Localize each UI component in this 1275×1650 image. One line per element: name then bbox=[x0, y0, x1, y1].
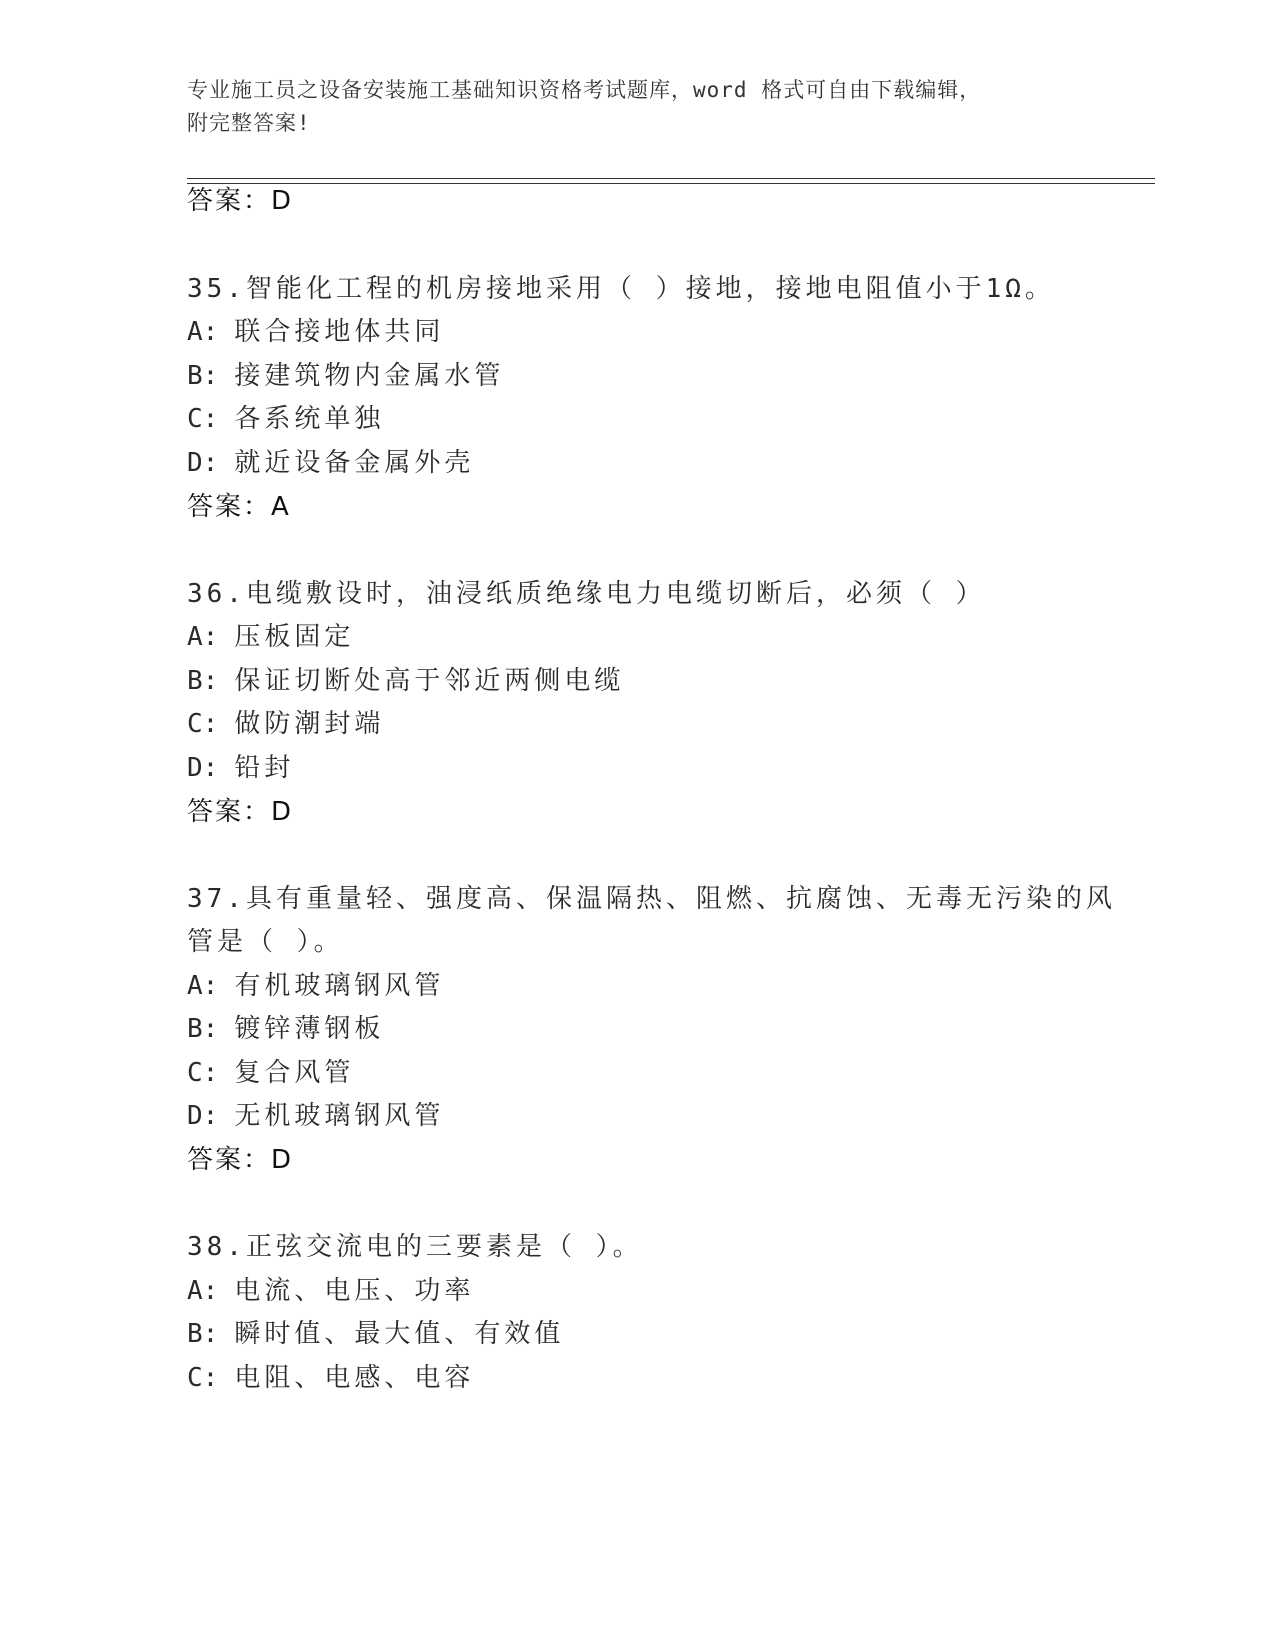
option-key: A: bbox=[187, 971, 219, 1001]
option-key: A: bbox=[187, 1276, 219, 1306]
option-key: B: bbox=[187, 1014, 219, 1044]
option-key: D: bbox=[187, 753, 219, 783]
option-text: 就近设备金属外壳 bbox=[234, 448, 475, 478]
option-key: C: bbox=[187, 1363, 219, 1393]
option-key: A: bbox=[187, 622, 219, 652]
header-line-1: 专业施工员之设备安装施工基础知识资格考试题库，word 格式可自由下载编辑， bbox=[187, 78, 982, 102]
question-38-option-b bbox=[187, 1317, 564, 1351]
question-36-option-c bbox=[187, 707, 384, 741]
option-text: 复合风管 bbox=[234, 1058, 355, 1088]
question-36-answer: 答案：D bbox=[187, 797, 294, 827]
question-35-option-d bbox=[187, 446, 474, 480]
question-35-answer: 答案：A bbox=[187, 492, 291, 522]
option-text: 接建筑物内金属水管 bbox=[234, 361, 505, 391]
option-text: 联合接地体共同 bbox=[234, 317, 445, 347]
option-text: 瞬时值、最大值、有效值 bbox=[234, 1319, 565, 1349]
option-text: 无机玻璃钢风管 bbox=[234, 1101, 445, 1131]
question-38-stem: 38.正弦交流电的三要素是（ ）。 bbox=[187, 1232, 643, 1262]
option-key: B: bbox=[187, 666, 219, 696]
option-key: A: bbox=[187, 317, 219, 347]
question-35-option-a bbox=[187, 315, 444, 349]
option-text: 电流、电压、功率 bbox=[234, 1276, 475, 1306]
option-text: 各系统单独 bbox=[234, 404, 385, 434]
option-text: 保证切断处高于邻近两侧电缆 bbox=[234, 666, 625, 696]
option-key: C: bbox=[187, 1058, 219, 1088]
answer-prev: 答案：D bbox=[187, 186, 294, 216]
question-38-option-c bbox=[187, 1361, 474, 1395]
option-key: B: bbox=[187, 1319, 219, 1349]
question-35-option-b bbox=[187, 359, 504, 393]
question-37-stem-line-1: 37.具有重量轻、强度高、保温隔热、阻燃、抗腐蚀、无毒无污染的风 bbox=[187, 884, 1116, 914]
document-header bbox=[187, 74, 1087, 140]
question-36-option-b bbox=[187, 664, 624, 698]
option-text: 有机玻璃钢风管 bbox=[234, 971, 445, 1001]
option-key: C: bbox=[187, 709, 219, 739]
question-36-option-d bbox=[187, 751, 294, 785]
option-key: D: bbox=[187, 1101, 219, 1131]
header-line-2: 附完整答案! bbox=[187, 111, 311, 135]
option-text: 电阻、电感、电容 bbox=[234, 1363, 475, 1393]
question-37-option-c bbox=[187, 1056, 354, 1090]
question-35-stem: 35.智能化工程的机房接地采用（ ）接地，接地电阻值小于1Ω。 bbox=[187, 274, 1055, 304]
question-35-option-c bbox=[187, 402, 384, 436]
option-text: 做防潮封端 bbox=[234, 709, 385, 739]
option-text: 镀锌薄钢板 bbox=[234, 1014, 385, 1044]
question-36-option-a bbox=[187, 620, 354, 654]
question-37-option-a bbox=[187, 969, 444, 1003]
option-text: 压板固定 bbox=[234, 622, 355, 652]
question-37-stem-line-2: 管是（ ）。 bbox=[187, 927, 344, 957]
question-37-option-d bbox=[187, 1099, 444, 1133]
option-key: B: bbox=[187, 361, 219, 391]
header-rule-bottom bbox=[187, 183, 1155, 184]
question-36-stem: 36.电缆敷设时，油浸纸质绝缘电力电缆切断后，必须（ ） bbox=[187, 579, 986, 609]
question-37-answer: 答案：D bbox=[187, 1145, 294, 1175]
question-37-option-b bbox=[187, 1012, 384, 1046]
option-key: D: bbox=[187, 448, 219, 478]
header-rule-top bbox=[187, 178, 1155, 179]
option-key: C: bbox=[187, 404, 219, 434]
option-text: 铅封 bbox=[234, 753, 295, 783]
question-38-option-a bbox=[187, 1274, 474, 1308]
